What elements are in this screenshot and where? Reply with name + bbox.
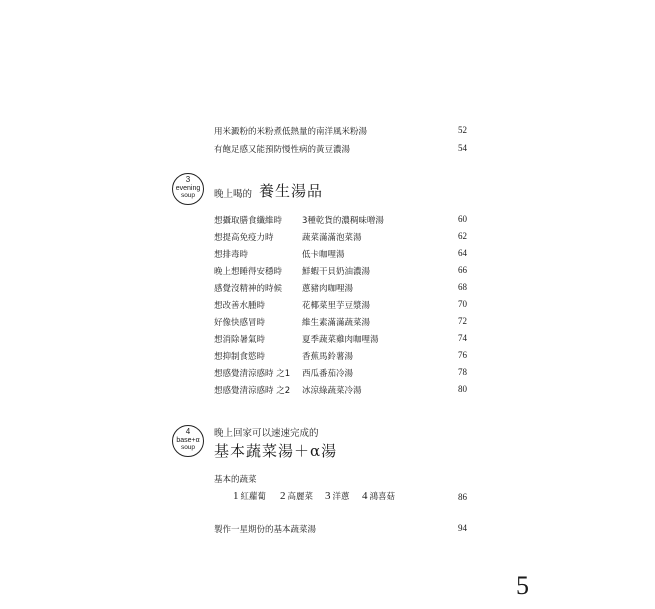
vegetable-number: 1 xyxy=(233,490,239,502)
entry-page: 60 xyxy=(458,214,467,224)
entry-page: 54 xyxy=(458,143,467,153)
entry-page: 66 xyxy=(458,265,467,275)
basic-vegetables-label: 基本的蔬菜 xyxy=(214,475,257,485)
toc-entry xyxy=(214,265,467,279)
toc-entry xyxy=(214,231,467,245)
entry-situation: 想抑制食慾時 xyxy=(214,352,266,362)
badge-word-1: base+α xyxy=(176,437,200,444)
vegetable-item xyxy=(325,490,350,502)
toc-entry xyxy=(214,350,467,364)
entry-page: 80 xyxy=(458,384,467,394)
toc-entry xyxy=(214,282,467,296)
entry-situation: 想攝取膳食纖維時 xyxy=(214,216,283,226)
entry-recipe: 鮮蝦干貝奶油濃湯 xyxy=(302,267,371,277)
entry-recipe: 低卡咖哩湯 xyxy=(302,250,345,260)
entry-page: 94 xyxy=(458,523,467,533)
entry-page: 62 xyxy=(458,231,467,241)
entry-situation: 感覺沒精神的時候 xyxy=(214,284,283,294)
toc-entry xyxy=(214,214,467,228)
toc-entry xyxy=(214,248,467,262)
section-4-title: 基本蔬菜湯＋α湯 xyxy=(214,442,338,460)
vegetable-name: 紅蘿蔔 xyxy=(240,492,267,502)
entry-title: 製作一星期份的基本蔬菜湯 xyxy=(214,525,317,535)
entry-recipe: 花椰菜里芋豆漿湯 xyxy=(302,301,371,311)
vegetable-item xyxy=(362,490,395,502)
basic-vegetables-page: 86 xyxy=(458,492,467,502)
entry-recipe: 西瓜番茄冷湯 xyxy=(302,369,354,379)
page-number: 5 xyxy=(516,571,529,600)
vegetable-number: 4 xyxy=(362,490,368,502)
toc-entry xyxy=(214,125,467,139)
entry-page: 68 xyxy=(458,282,467,292)
entry-recipe: 3種乾貨的濃稠味噌湯 xyxy=(302,216,384,226)
entry-title: 用米澱粉的米粉煮低熱量的南洋風米粉湯 xyxy=(214,127,368,137)
badge-word-1: evening xyxy=(175,185,201,192)
entry-recipe: 夏季蔬菜雞肉咖哩湯 xyxy=(302,335,379,345)
entry-situation: 晚上想睡得安穩時 xyxy=(214,267,283,277)
section-3-title: 養生湯品 xyxy=(259,182,324,200)
entry-situation: 想感覺清涼感時 之2 xyxy=(214,386,291,396)
entry-situation: 想排毒時 xyxy=(214,250,249,260)
vegetable-number: 2 xyxy=(280,490,286,502)
vegetable-name: 洋蔥 xyxy=(332,492,350,502)
vegetable-item xyxy=(280,490,313,502)
entry-page: 70 xyxy=(458,299,467,309)
entry-situation: 想感覺清涼感時 之1 xyxy=(214,369,291,379)
toc-entry xyxy=(214,333,467,347)
vegetable-name: 鴻喜菇 xyxy=(369,492,396,502)
section-4-subtitle: 晚上回家可以速速完成的 xyxy=(214,428,319,439)
badge-number: 4 xyxy=(185,427,191,436)
entry-page: 74 xyxy=(458,333,467,343)
entry-page: 76 xyxy=(458,350,467,360)
entry-situation: 好像快感冒時 xyxy=(214,318,266,328)
toc-entry xyxy=(214,143,467,157)
entry-recipe: 冰涼綠蔬菜冷湯 xyxy=(302,386,362,396)
toc-entry xyxy=(214,316,467,330)
entry-situation: 想提高免疫力時 xyxy=(214,233,274,243)
entry-situation: 想消除暑氣時 xyxy=(214,335,266,345)
toc-entry xyxy=(214,523,467,537)
badge-word-2: soup xyxy=(180,192,196,199)
entry-situation: 想改善水腫時 xyxy=(214,301,266,311)
entry-recipe: 維生素滿滿蔬菜湯 xyxy=(302,318,371,328)
entry-recipe: 蔥豬肉咖哩湯 xyxy=(302,284,354,294)
entry-page: 78 xyxy=(458,367,467,377)
section-3-badge xyxy=(172,173,204,205)
section-4-badge xyxy=(172,425,204,457)
entry-title: 有飽足感又能預防慢性病的黃豆濃湯 xyxy=(214,145,351,155)
vegetable-item xyxy=(233,490,266,502)
toc-entry xyxy=(214,384,467,398)
entry-page: 52 xyxy=(458,125,467,135)
entry-page: 64 xyxy=(458,248,467,258)
entry-page: 72 xyxy=(458,316,467,326)
section-3-subtitle: 晚上喝的 xyxy=(214,189,253,200)
vegetable-number: 3 xyxy=(325,490,331,502)
toc-entry xyxy=(214,299,467,313)
badge-word-2: soup xyxy=(180,444,196,451)
vegetable-name: 高麗菜 xyxy=(287,492,314,502)
toc-entry xyxy=(214,367,467,381)
badge-number: 3 xyxy=(185,175,191,184)
entry-recipe: 香蕉馬鈴薯湯 xyxy=(302,352,354,362)
entry-recipe: 蔬菜滿滿泡菜湯 xyxy=(302,233,362,243)
